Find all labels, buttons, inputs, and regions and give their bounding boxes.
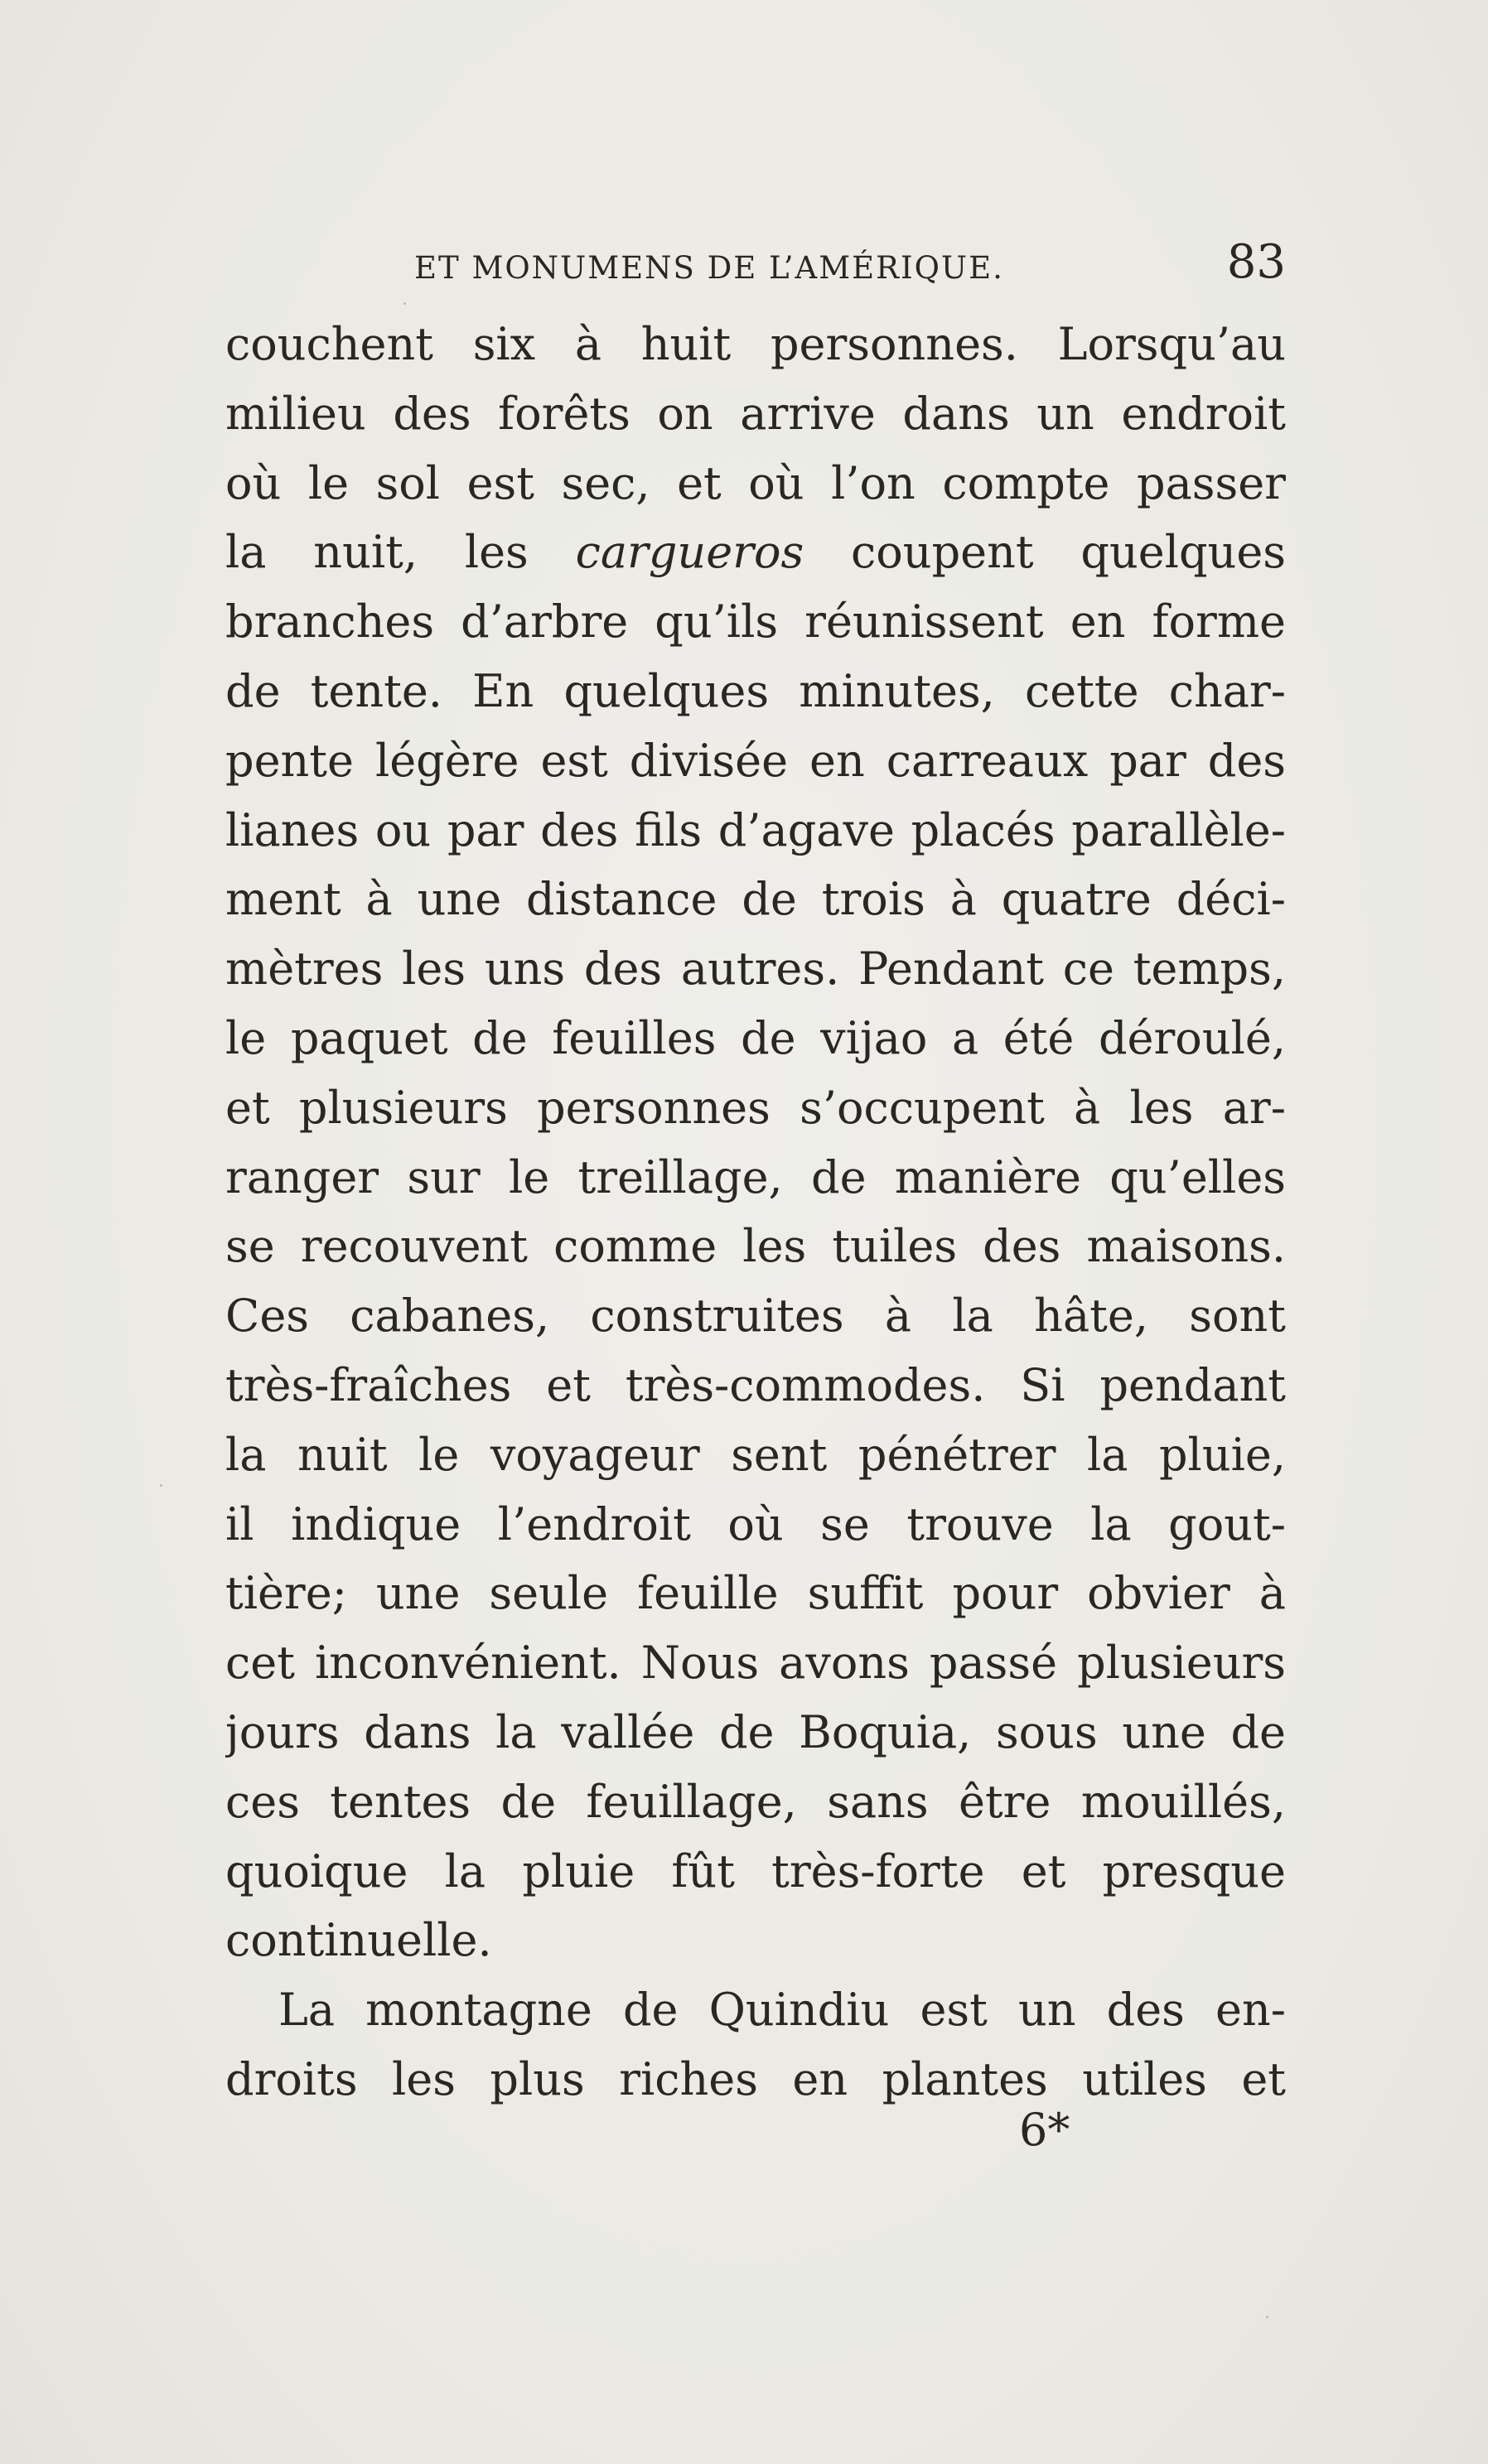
text-line: quoique la pluie fût très-forte et presque: [225, 1844, 1286, 1897]
text-line: la nuit le voyageur sent pénétrer la pluie,: [225, 1428, 1286, 1481]
body-text: [225, 310, 1286, 2114]
text-line: se recouvent comme les tuiles des maisons.: [225, 1220, 1286, 1273]
text-line: où le sol est sec, et où l’on compte passer: [225, 456, 1286, 509]
text-line: milieu des forêts on arrive dans un endroit: [225, 387, 1286, 440]
text-line: il indique l’endroit où se trouve la gout-: [225, 1497, 1286, 1550]
text-line: mètres les uns des autres. Pendant ce temps,: [225, 943, 1286, 996]
text-line: très-fraîches et très-commodes. Si pendant: [225, 1358, 1286, 1411]
text-line: pente légère est divisée en carreaux par des: [225, 734, 1286, 787]
text-line: La montagne de Quindiu est un des en-: [278, 1984, 1286, 2037]
italic-term: cargueros: [575, 526, 804, 579]
text-line: couchent six à huit personnes. Lorsqu’au: [225, 318, 1286, 370]
text-line: tière; une seule feuille suffit pour obvier à: [225, 1567, 1286, 1620]
signature-mark: 6*: [1019, 2104, 1070, 2156]
page-number: 83: [1226, 235, 1286, 289]
paper-speck: [1266, 2316, 1268, 2318]
paper-speck: [403, 302, 406, 305]
text-line: ranger sur le treillage, de manière qu’elles: [225, 1150, 1286, 1203]
text-line: Ces cabanes, construites à la hâte, sont: [225, 1290, 1286, 1343]
text-line: ment à une distance de trois à quatre déci-: [225, 873, 1286, 926]
text-line: et plusieurs personnes s’occupent à les ar-: [225, 1081, 1286, 1134]
text-line: continuelle.: [225, 1914, 492, 1967]
text-line: de tente. En quelques minutes, cette char-: [225, 664, 1286, 717]
paper-speck: [160, 1484, 162, 1487]
text-line: droits les plus riches en plantes utiles et: [225, 2052, 1286, 2105]
text-line: la nuit, les cargueros coupent quelques: [225, 526, 1286, 579]
text-line: cet inconvénient. Nous avons passé plusieurs: [225, 1637, 1286, 1690]
running-head: ET MONUMENS DE L’AMÉRIQUE.: [414, 250, 1004, 286]
text-line: lianes ou par des fils d’agave placés parallèle-: [225, 803, 1286, 856]
text-line: le paquet de feuilles de vijao a été déroulé,: [225, 1011, 1286, 1064]
page-header: [225, 225, 1286, 300]
text-line: jours dans la vallée de Boquia, sous une de: [225, 1705, 1286, 1758]
text-line: ces tentes de feuillage, sans être mouillés,: [225, 1775, 1286, 1828]
text-line: branches d’arbre qu’ils réunissent en forme: [225, 596, 1286, 649]
